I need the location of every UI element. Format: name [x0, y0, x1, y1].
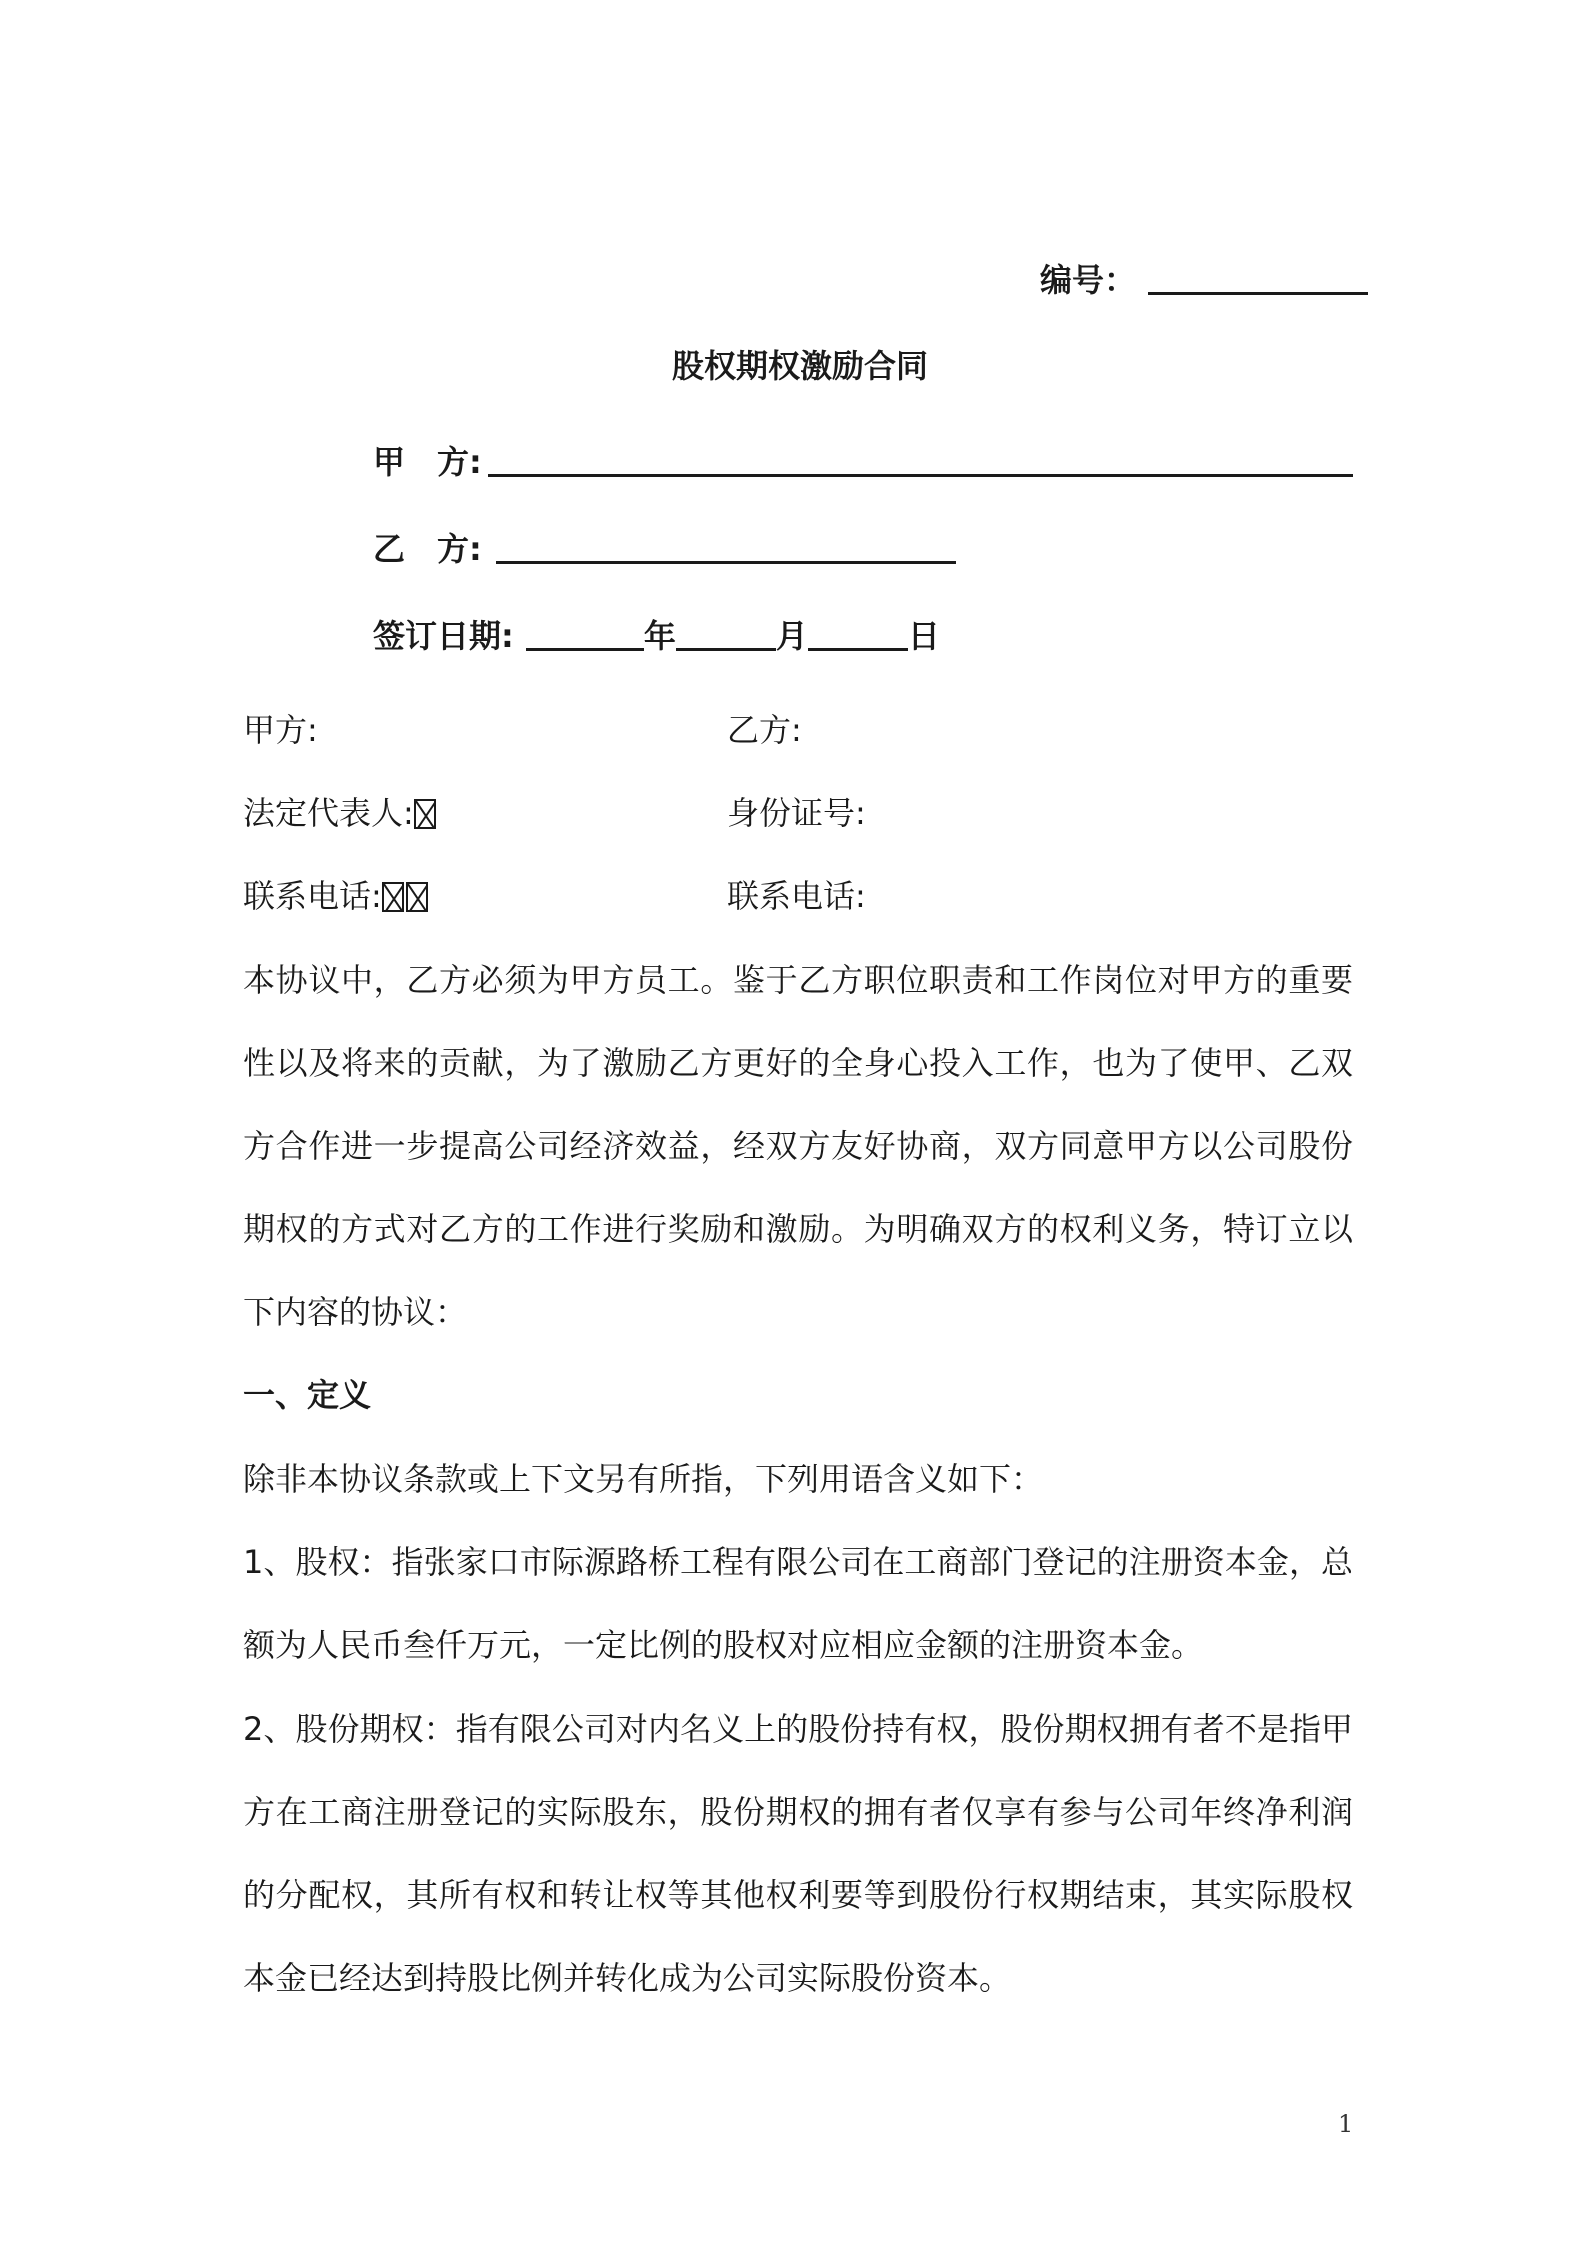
- contract-number-label: 编号：: [1040, 261, 1137, 299]
- sign-year-unit: 年: [643, 617, 676, 655]
- intro-paragraph: 本协议中，乙方必须为甲方员工。鉴于乙方职位职责和工作岗位对甲方的重要性以及将来的贡献，为了激励乙方更好的全身心投入工作，也为了使甲、乙双方合作进一步提高公司经济效益，经双方友好协商，双方同意甲方以公司股份期权的方式对乙方的工作进行奖励和激励。为明确双方的权利义务，特订立以下内容的协议：: [243, 961, 1353, 1331]
- info-legal-rep: 法定代表人:: [243, 794, 414, 832]
- missing-glyph-icon: [414, 799, 436, 829]
- contract-number-blank: [1148, 262, 1368, 295]
- party-a-row: [373, 440, 1353, 482]
- party-b-blank: [496, 531, 956, 564]
- missing-glyph-icon: [382, 882, 404, 912]
- sign-month-unit: 月: [775, 617, 808, 655]
- sign-day-unit: 日: [907, 617, 940, 655]
- party-b-label: 乙 方:: [373, 530, 482, 568]
- page-number: 1: [1338, 2110, 1354, 2138]
- party-b-row: [373, 527, 956, 569]
- definition-item-1: 1、股权：指张家口市际源路桥工程有限公司在工商部门登记的注册资本金，总额为人民币叁仟万元，一定比例的股权对应相应金额的注册资本金。: [243, 1543, 1353, 1664]
- sign-month-blank: [676, 618, 776, 651]
- section-1-intro: 除非本协议条款或上下文另有所指，下列用语含义如下：: [243, 1460, 1044, 1498]
- section-1-title: 一、定义: [243, 1376, 372, 1414]
- info-party-b: 乙方:: [727, 711, 802, 749]
- info-party-a: 甲方:: [243, 711, 318, 749]
- definition-item-2: 2、股份期权：指有限公司对内名义上的股份持有权，股份期权拥有者不是指甲方在工商注册登记的实际股东，股份期权的拥有者仅享有参与公司年终净利润的分配权，其所有权和转让权等其他权利要等到股份行权期结束，其实际股权本金已经达到持股比例并转化成为公司实际股份资本。: [243, 1710, 1353, 1997]
- sign-year-blank: [526, 618, 644, 651]
- document-title: 股权期权激励合同: [671, 347, 928, 385]
- party-a-blank: [488, 444, 1353, 477]
- info-phone-a-row: [243, 876, 430, 916]
- party-a-label: 甲 方:: [373, 443, 482, 481]
- info-id-number: 身份证号:: [727, 794, 866, 832]
- info-legal-rep-row: [243, 793, 438, 833]
- info-phone-b: 联系电话:: [727, 877, 866, 915]
- sign-date-row: [373, 614, 940, 656]
- info-phone-a: 联系电话:: [243, 877, 382, 915]
- sign-date-label: 签订日期:: [373, 617, 514, 655]
- sign-day-blank: [808, 618, 908, 651]
- contract-number-row: [1040, 258, 1368, 300]
- missing-glyph-icon: [406, 882, 428, 912]
